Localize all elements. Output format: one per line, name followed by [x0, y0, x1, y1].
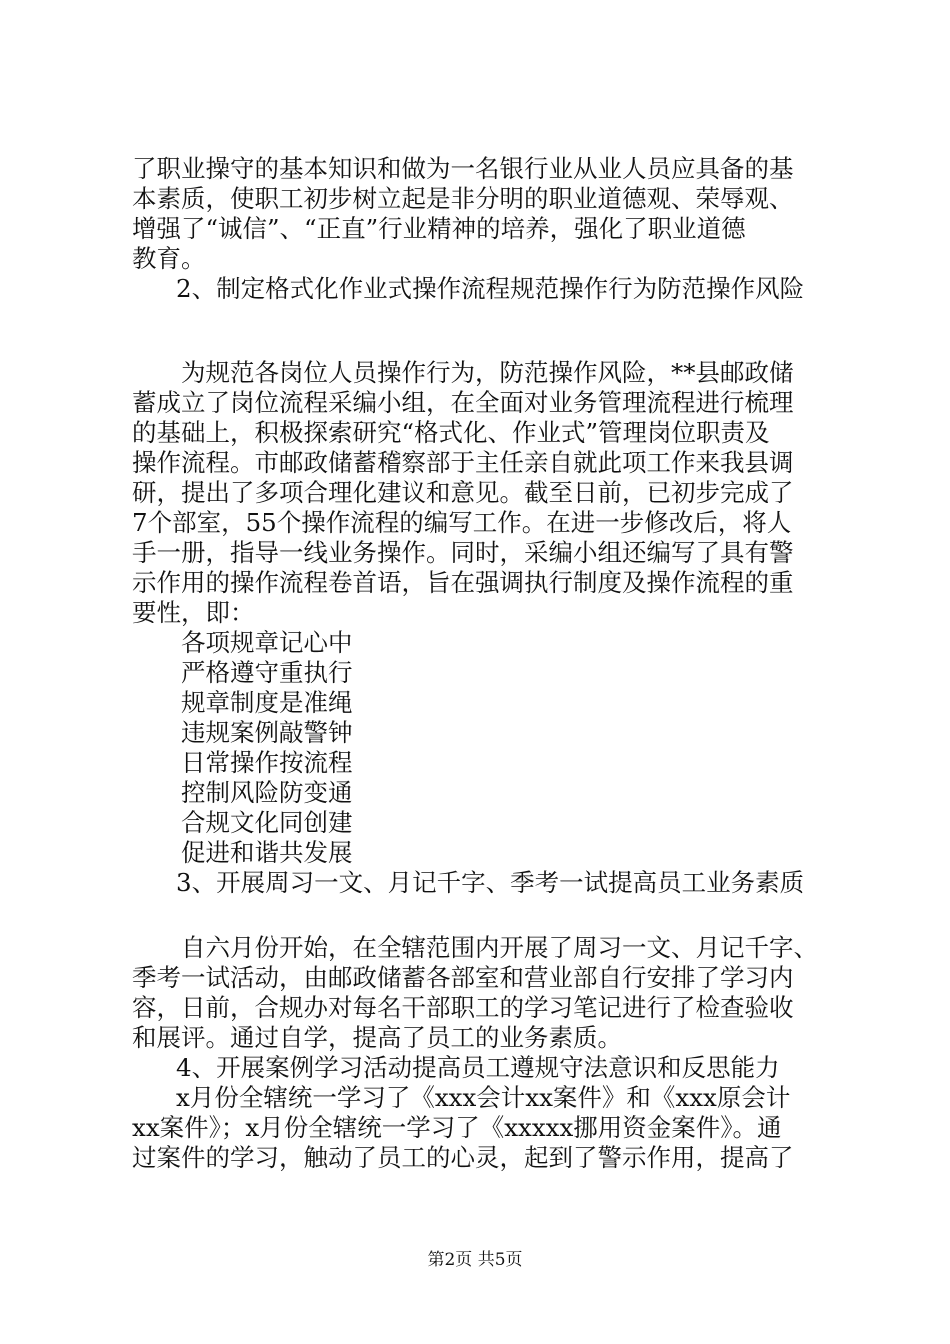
text-line: 季考一试活动，由邮政储蓄各部室和营业部自行安排了学习内: [132, 963, 794, 992]
text-line: 了职业操守的基本知识和做为一名银行业从业人员应具备的基: [132, 154, 794, 183]
verse-line: 违规案例敲警钟: [181, 718, 353, 747]
text-line: xx案件》；x月份全辖统一学习了《xxxxx挪用资金案件》。通: [132, 1113, 782, 1142]
text-line: 增强了“诚信”、“正直”行业精神的培养，强化了职业道德: [132, 214, 746, 243]
text-line: 操作流程。市邮政储蓄稽察部于主任亲自就此项工作来我县调: [132, 448, 794, 477]
verse-line: 严格遵守重执行: [181, 658, 353, 687]
section-heading: 4、开展案例学习活动提高员工遵规守法意识和反思能力: [176, 1053, 780, 1082]
text-line: 7个部室，55个操作流程的编写工作。在进一步修改后，将人: [132, 508, 792, 537]
verse-line: 日常操作按流程: [181, 748, 353, 777]
verse-line: 规章制度是准绳: [181, 688, 353, 717]
text-line: 的基础上，积极探索研究“格式化、作业式”管理岗位职责及: [132, 418, 770, 447]
section-heading: 2、制定格式化作业式操作流程规范操作行为防范操作风险: [176, 274, 805, 303]
text-line: 示作用的操作流程卷首语，旨在强调执行制度及操作流程的重: [132, 568, 794, 597]
text-line: 容，日前，合规办对每名干部职工的学习笔记进行了检查验收: [132, 993, 794, 1022]
text-line: 教育。: [132, 244, 206, 273]
verse-line: 合规文化同创建: [181, 808, 353, 837]
text-line: 自六月份开始，在全辖范围内开展了周习一文、月记千字、: [181, 933, 818, 962]
verse-line: 各项规章记心中: [181, 628, 353, 657]
text-line: 蓄成立了岗位流程采编小组，在全面对业务管理流程进行梳理: [132, 388, 794, 417]
text-line: 要性，即：: [132, 598, 255, 627]
section-heading: 3、开展周习一文、月记千字、季考一试提高员工业务素质: [176, 868, 805, 897]
text-line: 为规范各岗位人员操作行为，防范操作风险，**县邮政储: [181, 358, 794, 387]
verse-line: 控制风险防变通: [181, 778, 353, 807]
page-footer: 第2页 共5页: [427, 1250, 523, 1270]
verse-line: 促进和谐共发展: [181, 838, 353, 867]
text-line: 本素质，使职工初步树立起是非分明的职业道德观、荣辱观、: [132, 184, 794, 213]
text-line: 和展评。通过自学，提高了员工的业务素质。: [132, 1023, 622, 1052]
text-line: 手一册，指导一线业务操作。同时，采编小组还编写了具有警: [132, 538, 794, 567]
text-line: x月份全辖统一学习了《xxx会计xx案件》和《xxx原会计: [176, 1083, 791, 1112]
text-line: 过案件的学习，触动了员工的心灵，起到了警示作用，提高了: [132, 1143, 794, 1172]
text-line: 研，提出了多项合理化建议和意见。截至日前，已初步完成了: [132, 478, 794, 507]
